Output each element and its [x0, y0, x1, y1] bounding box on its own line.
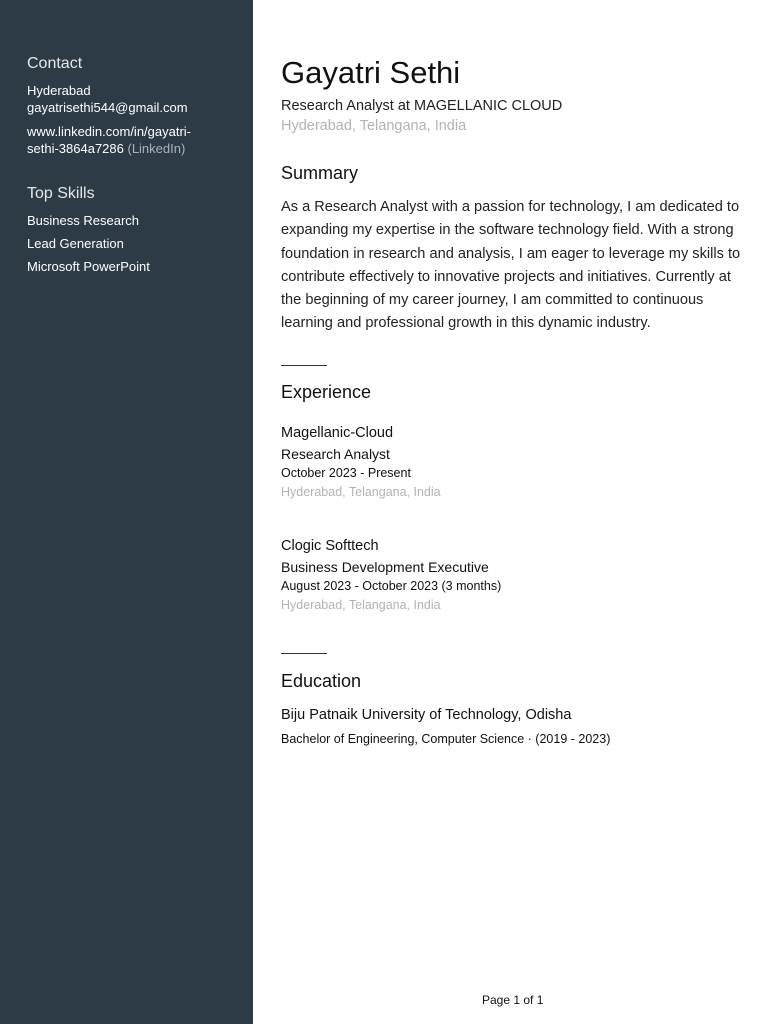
job-location: Hyderabad, Telangana, India: [281, 598, 441, 612]
person-location: Hyderabad, Telangana, India: [281, 118, 467, 134]
job-dates: October 2023 - Present: [281, 466, 411, 480]
job-company: Clogic Softtech: [281, 538, 379, 554]
job-title: Business Development Executive: [281, 559, 489, 575]
contact-email[interactable]: gayatrisethi544@gmail.com: [27, 99, 188, 115]
job-dates: August 2023 - October 2023 (3 months): [281, 579, 502, 593]
linkedin-tag: (LinkedIn): [127, 140, 186, 156]
page-number: Page 1 of 1: [482, 993, 544, 1007]
contact-city: Hyderabad: [27, 83, 91, 98]
skill-item: Lead Generation: [27, 236, 124, 251]
skill-item: Business Research: [27, 213, 139, 228]
experience-entry: [281, 537, 751, 613]
headline: Research Analyst at MAGELLANIC CLOUD: [281, 98, 563, 114]
job-company: Magellanic-Cloud: [281, 425, 394, 441]
section-divider: [281, 365, 327, 366]
education-heading: Education: [281, 671, 362, 691]
summary-heading: Summary: [281, 163, 359, 183]
linkedin-url-line2-row: [27, 141, 233, 158]
linkedin-url-line2[interactable]: sethi-3864a7286: [27, 140, 124, 156]
skill-item: Microsoft PowerPoint: [27, 259, 150, 274]
contact-linkedin[interactable]: [27, 124, 233, 157]
contact-info: [27, 83, 233, 116]
section-divider: [281, 653, 327, 654]
sidebar: [0, 0, 253, 1024]
contact-heading: Contact: [27, 55, 83, 72]
main-content: [281, 0, 751, 1024]
education-entry: [281, 706, 751, 747]
education-school: Biju Patnaik University of Technology, Odisha: [281, 707, 572, 723]
top-skills-heading: Top Skills: [27, 185, 95, 202]
education-degree: Bachelor of Engineering, Computer Science · (2019 - 2023): [281, 732, 611, 746]
experience-heading: Experience: [281, 382, 372, 402]
job-title: Research Analyst: [281, 446, 390, 462]
experience-entry: [281, 424, 751, 500]
linkedin-url-line1[interactable]: www.linkedin.com/in/gayatri-: [27, 124, 192, 139]
person-name: Gayatri Sethi: [281, 55, 461, 90]
job-location: Hyderabad, Telangana, India: [281, 485, 441, 499]
skills-list: [27, 213, 233, 275]
summary-text: As a Research Analyst with a passion for technology, I am dedicated to expanding my expertise in the software technology field. With a strong foundation in research and analysis, I am eager to leverage my skills to contribute effectively to innovative projects and initiatives. Currently at the beginning of my career journey, I am committed to continuous learning and professional growth in this dynamic industry.: [281, 199, 741, 332]
